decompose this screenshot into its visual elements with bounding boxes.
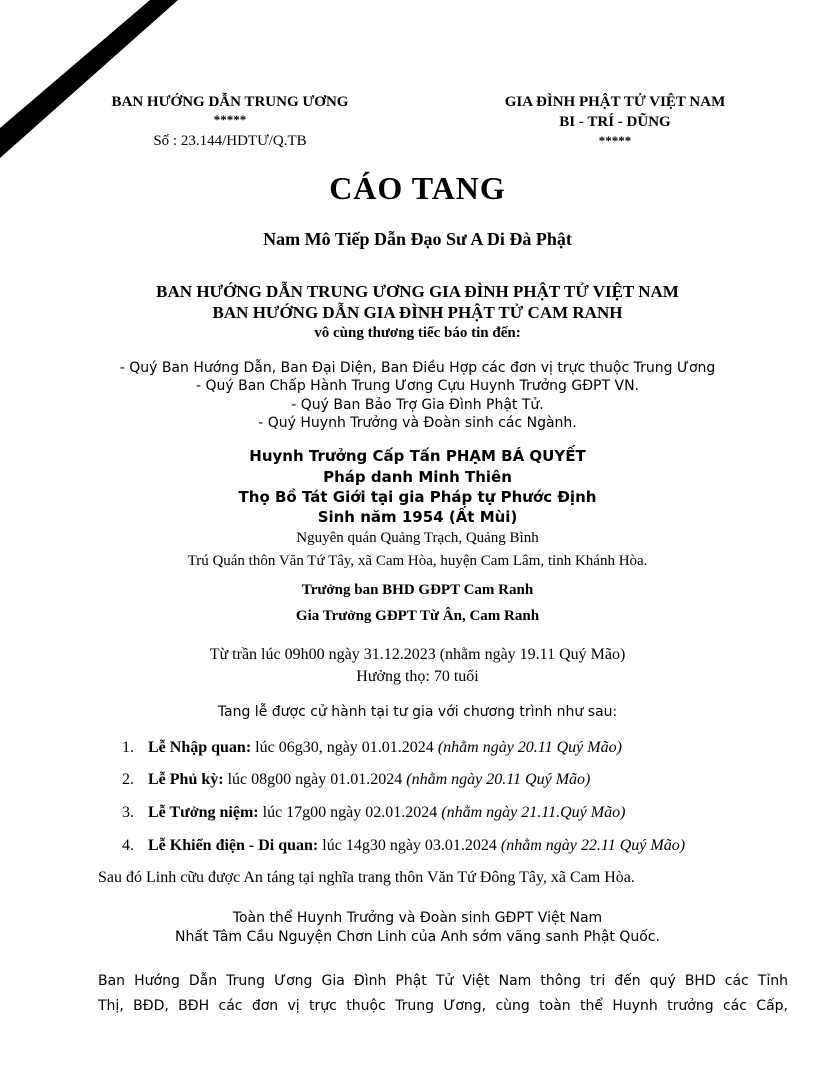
notice-line-2: Thị, BĐD, BĐH các đơn vị trực thuộc Trung Ương, cùng toàn thể Huynh trưởng các Cấp, — [98, 998, 788, 1014]
header-right-org: GIA ĐÌNH PHẬT TỬ VIỆT NAM — [504, 94, 726, 110]
role-1: Trưởng ban BHD GĐPT Cam Ranh — [301, 582, 534, 598]
header-right-stars: ***** — [598, 133, 632, 148]
program-item-3 — [122, 804, 625, 822]
program-item-lunar: (nhằm ngày 22.11 Quý Mão) — [500, 837, 686, 854]
deceased-name: Huynh Trưởng Cấp Tấn PHẠM BÁ QUYẾT — [249, 447, 586, 465]
program-item-2 — [122, 771, 590, 789]
program-item-lunar: (nhằm ngày 21.11.Quý Mão) — [441, 804, 626, 821]
header-left-stars: ***** — [213, 112, 247, 127]
recipient-1: - Quý Ban Hướng Dẫn, Ban Đại Diện, Ban Điều Hợp các đơn vị trực thuộc Trung Ương — [119, 360, 716, 376]
program-item-name: Lễ Khiển điện - Di quan: — [148, 837, 319, 854]
program-item-number: 1. — [122, 739, 134, 756]
closing-line-1: Toàn thể Huynh Trưởng và Đoàn sinh GĐPT Việt Nam — [232, 910, 603, 926]
program-item-name: Lễ Tưởng niệm: — [148, 804, 259, 821]
announcer-line-1: BAN HƯỚNG DẪN TRUNG ƯƠNG GIA ĐÌNH PHẬT TỬ VIỆT NAM — [156, 282, 679, 301]
program-item-number: 4. — [122, 837, 134, 854]
program-item-time: lúc 08g00 ngày 01.01.2024 — [223, 771, 407, 788]
program-item-number: 2. — [122, 771, 134, 788]
role-2: Gia Trưởng GĐPT Từ Ân, Cam Ranh — [295, 608, 540, 624]
passed-away: Từ trần lúc 09h00 ngày 31.12.2023 (nhằm ngày 19.11 Quý Mão) — [209, 646, 626, 663]
program-item-name: Lễ Nhập quan: — [148, 739, 252, 756]
program-item-1 — [122, 739, 622, 757]
program-item-lunar: (nhằm ngày 20.11 Quý Mão) — [437, 739, 622, 756]
closing-line-2: Nhất Tâm Cầu Nguyện Chơn Linh của Anh sớm vãng sanh Phật Quốc. — [175, 929, 660, 945]
header-right-motto: BI - TRÍ - DŨNG — [559, 114, 671, 130]
program-item-lunar: (nhằm ngày 20.11 Quý Mão) — [406, 771, 591, 788]
precepts: Thọ Bồ Tát Giới tại gia Pháp tự Phước Định — [238, 488, 597, 506]
page-title: CÁO TANG — [329, 170, 506, 206]
birth-year: Sinh năm 1954 (Ất Mùi) — [317, 508, 518, 526]
program-item-4 — [122, 837, 685, 855]
program-item-number: 3. — [122, 804, 134, 821]
program-item-time: lúc 17g00 ngày 02.01.2024 — [258, 804, 442, 821]
recipient-3: - Quý Ban Bảo Trợ Gia Đình Phật Tử. — [291, 397, 544, 413]
burial-info: Sau đó Linh cữu được An táng tại nghĩa trang thôn Văn Tứ Đông Tây, xã Cam Hòa. — [98, 869, 635, 886]
program-item-time: lúc 14g30 ngày 03.01.2024 — [318, 837, 501, 854]
announcer-line-2: BAN HƯỚNG DẪN GIA ĐÌNH PHẬT TỬ CAM RANH — [212, 303, 623, 322]
age: Hưởng thọ: 70 tuổi — [356, 668, 479, 685]
invocation: Nam Mô Tiếp Dẫn Đạo Sư A Di Đà Phật — [263, 229, 572, 249]
origin: Nguyên quán Quảng Trạch, Quảng Bình — [296, 530, 539, 546]
notice-line-1: Ban Hướng Dẫn Trung Ương Gia Đình Phật Tử Việt Nam thông tri đến quý BHD các Tỉnh — [98, 973, 788, 989]
program-item-time: lúc 06g30, ngày 01.01.2024 — [251, 739, 438, 756]
reference-number: Số : 23.144/HDTƯ/Q.TB — [153, 133, 307, 149]
recipient-4: - Quý Huynh Trưởng và Đoàn sinh các Ngành. — [258, 415, 577, 431]
residence: Trú Quán thôn Văn Tứ Tây, xã Cam Hòa, huyện Cam Lâm, tỉnh Khánh Hòa. — [187, 553, 648, 569]
program-item-name: Lễ Phủ kỳ: — [148, 771, 224, 788]
program-intro: Tang lễ được cử hành tại tư gia với chương trình như sau: — [217, 704, 618, 720]
announcer-line-3: vô cùng thương tiếc báo tin đến: — [314, 325, 521, 341]
header-left-org: BAN HƯỚNG DẪN TRUNG ƯƠNG — [111, 94, 349, 110]
recipient-2: - Quý Ban Chấp Hành Trung Ương Cựu Huynh Trưởng GĐPT VN. — [195, 378, 640, 394]
dharma-name: Pháp danh Minh Thiên — [323, 468, 512, 486]
